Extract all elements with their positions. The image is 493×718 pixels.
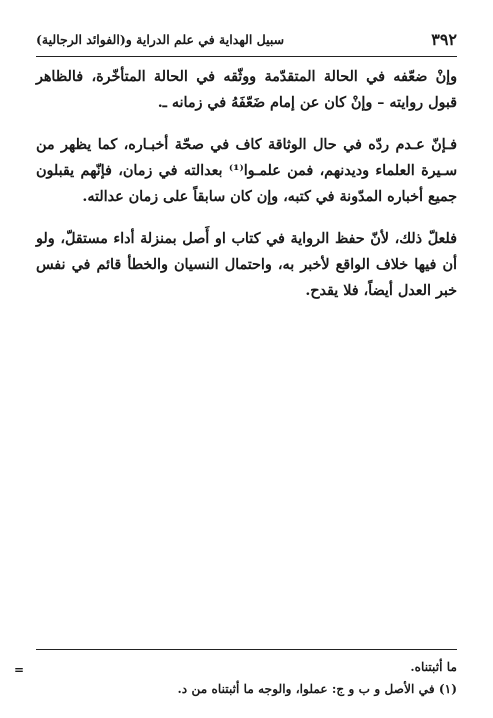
footnote-continuation <box>14 656 457 678</box>
paragraph-3: فلعلّ ذلك، لأنّ حفظ الرواية في كتاب او أَصل بمنزلة أداء مستقلّ، ولو أن فيها خلاف الواقع لأخبر به، واحتمال النسيان والخطأ قائم في نفس خبر العدل أيضاً، فلا يقدح. <box>36 231 457 299</box>
running-head <box>36 30 457 50</box>
running-title: سبيل الهداية في علم الدراية و(الفوائد الرجالية) <box>36 32 285 47</box>
body-text <box>36 64 457 320</box>
footnotes <box>14 656 457 700</box>
footnote-1: (١) في الأصل و ب و ج: عملوا، والوجه ما أثبتناه من د. <box>177 682 457 696</box>
page-number: ٣٩٢ <box>431 30 457 49</box>
paragraph-2: فـإنّ عـدم ردّه في حال الوثاقة كاف في صحّة أخبـاره، كما يظهر من سـيرة العلماء وديدنهم، فمن علمـوا⁽¹⁾ بعدالته في زمان، فإنّهم يقبلون جميع أخباره المدّونة في كتبه، وإن كان سابقاً على زمان عدالته. <box>36 137 457 205</box>
paragraph-1: وإنْ ضعّفه في الحالة المتقدّمة ووثّقه في الحالة المتأخّرة، فالظاهر قبول روايته – وإنْ كان عن إمام ضَعّفَهُ في زمانه ـ. <box>36 69 457 111</box>
continuation-mark: = <box>14 663 25 677</box>
header-rule <box>36 56 457 57</box>
footnote-continuation-text: ما أثبتناه. <box>410 660 457 674</box>
footnote-rule <box>36 649 457 650</box>
